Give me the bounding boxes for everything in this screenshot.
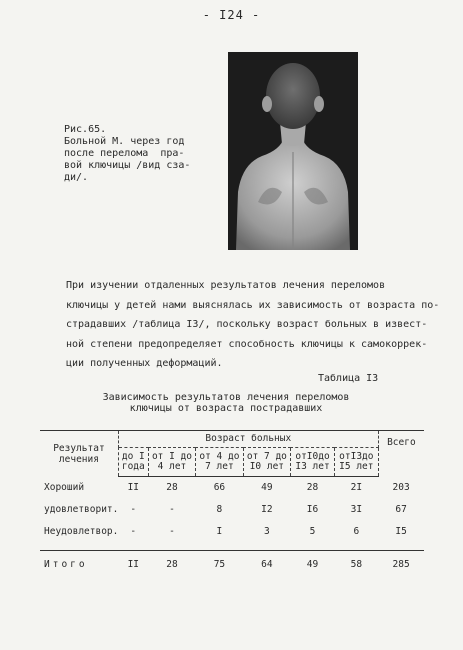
caption-line: вой ключицы /вид сза-: [64, 160, 191, 171]
header-age-group: Возраст больных: [118, 431, 378, 447]
table-cell: I: [216, 526, 223, 537]
table-cell: 66: [213, 482, 226, 493]
table-cell: 64: [261, 558, 273, 570]
row-label: Хороший: [44, 481, 85, 493]
age-col-line: года: [121, 460, 145, 472]
age-col-line: отI3до: [339, 450, 374, 462]
table-cell: 5: [309, 526, 316, 537]
body-paragraph: [66, 276, 440, 374]
table-cell: 285: [392, 558, 410, 570]
age-col-line: от 7 до: [246, 450, 287, 462]
paragraph-line: При изучении отдаленных результатов лечения переломов: [66, 280, 386, 291]
table-cell: 203: [392, 481, 410, 493]
results-table: [40, 431, 424, 577]
table-cell: II: [127, 558, 140, 570]
header-age-col: [334, 447, 378, 476]
header-result-line: Результат: [53, 442, 105, 454]
age-col-line: до I: [121, 450, 145, 462]
table-title-line: ключицы от возраста пострадавших: [129, 403, 323, 414]
caption-line: Больной М. через год: [64, 136, 185, 147]
figure-caption: [64, 124, 234, 184]
table-cell: -: [130, 504, 137, 515]
table-cell: 49: [306, 558, 319, 570]
table-label: Таблица I3: [318, 373, 379, 384]
header-result-line: лечения: [58, 453, 99, 465]
header-age-col: [118, 447, 148, 476]
table-cell: 28: [166, 558, 178, 570]
table-row: [40, 499, 424, 521]
total-label: Итого: [44, 558, 88, 570]
table-title-line: Зависимость результатов лечения переломов: [102, 392, 350, 403]
age-col-line: отI0до: [295, 450, 330, 462]
table-cell: I2: [261, 504, 273, 515]
paragraph-line: страдавших /таблица I3/, поскольку возраст больных в извест-: [66, 319, 428, 330]
paragraph-line: ключицы у детей нами выяснялась их зависимость от возраста по-: [66, 299, 440, 311]
table-cell: 8: [216, 504, 223, 515]
table-cell: 58: [350, 558, 363, 570]
row-label: Неудовлетвор.: [44, 526, 119, 537]
table-cell: -: [130, 526, 137, 537]
caption-line: ди/.: [64, 172, 89, 183]
table-cell: 6: [353, 526, 360, 537]
table-cell: 2I: [350, 482, 363, 493]
header-age-col: [291, 447, 335, 476]
header-age-col: [196, 447, 243, 476]
age-col-line: 7 лет: [205, 460, 234, 472]
table-cell: 3I: [350, 504, 363, 515]
table-cell: 3: [264, 526, 270, 537]
caption-line: Рис.65.: [64, 124, 107, 135]
age-col-line: I0 лет: [249, 460, 285, 472]
page-number: - I24 -: [202, 8, 261, 22]
paragraph-line: ции полученных деформаций.: [66, 358, 223, 369]
header-result: [40, 431, 118, 476]
row-label: удовлетворит.: [44, 504, 119, 515]
patient-photo: [228, 52, 358, 250]
age-col-line: от 4 до: [199, 450, 240, 462]
table-cell: 49: [261, 482, 273, 493]
table-cell: 75: [213, 558, 226, 570]
table-row: [40, 521, 424, 543]
table-cell: 67: [395, 504, 407, 515]
table-cell: II: [127, 482, 140, 493]
age-col-line: I3 лет: [295, 460, 330, 472]
age-col-line: 4 лет: [157, 460, 187, 472]
table-title: [96, 392, 356, 414]
table-cell: 28: [166, 482, 178, 493]
age-col-line: от I до: [151, 450, 192, 462]
caption-line: после перелома пра-: [64, 148, 185, 159]
paragraph-line: ной степени предопределяет способность ключицы к самокоррек-: [66, 338, 428, 350]
table-cell: 28: [306, 482, 319, 493]
table-row: [40, 476, 424, 499]
table-cell: -: [169, 526, 175, 537]
table-cell: I5: [395, 526, 407, 537]
age-col-line: I5 лет: [339, 460, 374, 472]
header-age-col: [243, 447, 290, 476]
header-age-col: [148, 447, 195, 476]
table-cell: -: [169, 504, 175, 515]
header-total: Всего: [387, 437, 416, 448]
table-total-row: [40, 551, 424, 578]
table-cell: I6: [306, 504, 319, 515]
